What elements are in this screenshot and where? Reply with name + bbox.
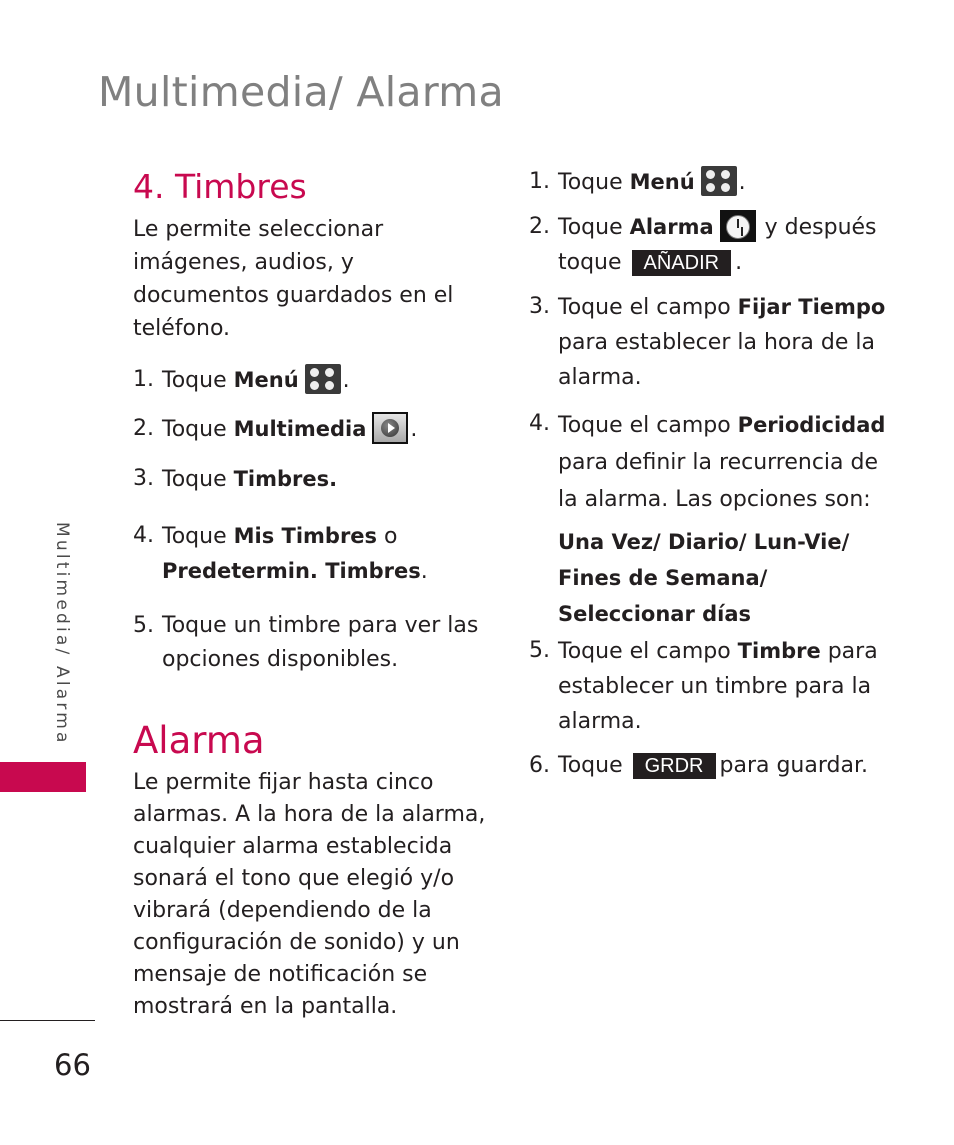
menu-grid-icon bbox=[701, 166, 737, 196]
step-text: Toque el campo bbox=[558, 413, 738, 438]
save-button: GRDR bbox=[633, 753, 716, 779]
option-line: Una Vez/ Diario/ Lun-Vie/ bbox=[558, 530, 850, 554]
mis-timbres-label: Mis Timbres bbox=[233, 524, 378, 548]
step-text: y después toque bbox=[558, 215, 877, 275]
step-text: Toque bbox=[162, 368, 234, 393]
fijar-tiempo-label: Fijar Tiempo bbox=[737, 295, 886, 319]
step-number: 6. bbox=[529, 753, 550, 778]
timbres-label: Timbres. bbox=[233, 467, 338, 491]
predetermin-timbres-label: Predetermin. Timbres bbox=[162, 559, 421, 583]
periodicidad-options bbox=[558, 524, 889, 632]
alarma-label: Alarma bbox=[629, 215, 714, 239]
alarm-clock-icon bbox=[720, 210, 756, 242]
add-button: AÑADIR bbox=[632, 250, 732, 276]
alarma-step-3 bbox=[529, 290, 889, 395]
timbres-step-4 bbox=[133, 519, 493, 589]
step-number: 3. bbox=[529, 294, 550, 319]
menu-label: Menú bbox=[629, 170, 695, 194]
step-number: 3. bbox=[133, 466, 154, 491]
alarma-steps-column bbox=[529, 165, 889, 783]
step-text: . bbox=[410, 417, 418, 442]
timbres-and-alarma-column bbox=[133, 165, 493, 1023]
step-text: Toque bbox=[162, 467, 234, 492]
step-number: 4. bbox=[529, 411, 550, 436]
page-title: Multimedia/ Alarma bbox=[98, 68, 504, 116]
step-text: Toque bbox=[162, 524, 234, 549]
step-text: Toque bbox=[162, 417, 234, 442]
step-number: 5. bbox=[529, 638, 550, 663]
step-text: para establecer la hora de la alarma. bbox=[558, 330, 875, 390]
step-text: . bbox=[735, 250, 743, 275]
step-text: Toque bbox=[558, 753, 623, 778]
step-number: 4. bbox=[133, 523, 154, 548]
timbres-intro: Le permite seleccionar imágenes, audios, y documentos guardados en el teléfono. bbox=[133, 217, 454, 341]
alarma-step-4 bbox=[529, 407, 889, 518]
step-number: 2. bbox=[529, 214, 550, 239]
option-line: Fines de Semana/ bbox=[558, 566, 768, 590]
step-text: Toque el campo bbox=[558, 639, 738, 664]
timbres-step-3 bbox=[133, 462, 493, 497]
multimedia-play-icon bbox=[372, 412, 408, 444]
side-section-label: Multimedia/ Alarma bbox=[52, 522, 72, 746]
step-text: Toque bbox=[558, 170, 630, 195]
timbre-label: Timbre bbox=[737, 639, 821, 663]
step-text: Toque un timbre para ver las opciones disponibles. bbox=[162, 613, 479, 672]
menu-label: Menú bbox=[233, 368, 299, 392]
option-line: Seleccionar días bbox=[558, 602, 752, 626]
timbres-step-5 bbox=[133, 609, 493, 677]
step-text: . bbox=[342, 368, 350, 393]
alarma-intro: Le permite fijar hasta cinco alarmas. A la hora de la alarma, cualquier alarma establecida sonará el tono que elegió y/o vibrará (dependiendo de la configuración de sonido) y un mensaje de notificación se mostrará en la pantalla. bbox=[133, 770, 486, 1019]
alarma-step-2 bbox=[529, 210, 889, 280]
step-text: para guardar. bbox=[719, 753, 868, 778]
step-text: Toque bbox=[558, 215, 630, 240]
alarma-step-6 bbox=[529, 749, 889, 783]
timbres-heading: 4. Timbres bbox=[133, 167, 307, 206]
step-text: Toque el campo bbox=[558, 295, 738, 320]
alarma-step-5 bbox=[529, 634, 889, 739]
footer-divider bbox=[0, 1020, 95, 1021]
step-number: 1. bbox=[133, 367, 154, 392]
periodicidad-label: Periodicidad bbox=[737, 413, 886, 437]
alarma-heading: Alarma bbox=[133, 719, 265, 762]
step-text: . bbox=[738, 170, 746, 195]
side-accent-bar bbox=[0, 762, 86, 792]
step-text: . bbox=[420, 559, 428, 584]
page-number: 66 bbox=[54, 1048, 91, 1082]
step-number: 2. bbox=[133, 416, 154, 441]
multimedia-label: Multimedia bbox=[233, 417, 367, 441]
menu-grid-icon bbox=[305, 364, 341, 394]
step-number: 5. bbox=[133, 613, 154, 638]
alarma-step-1 bbox=[529, 165, 889, 200]
step-text: o bbox=[377, 524, 398, 549]
step-number: 1. bbox=[529, 169, 550, 194]
step-text: para definir la recurrencia de la alarma. Las opciones son: bbox=[558, 450, 879, 512]
timbres-step-2 bbox=[133, 412, 493, 448]
timbres-step-1 bbox=[133, 363, 493, 398]
step-text: para establecer un timbre para la alarma. bbox=[558, 639, 878, 734]
